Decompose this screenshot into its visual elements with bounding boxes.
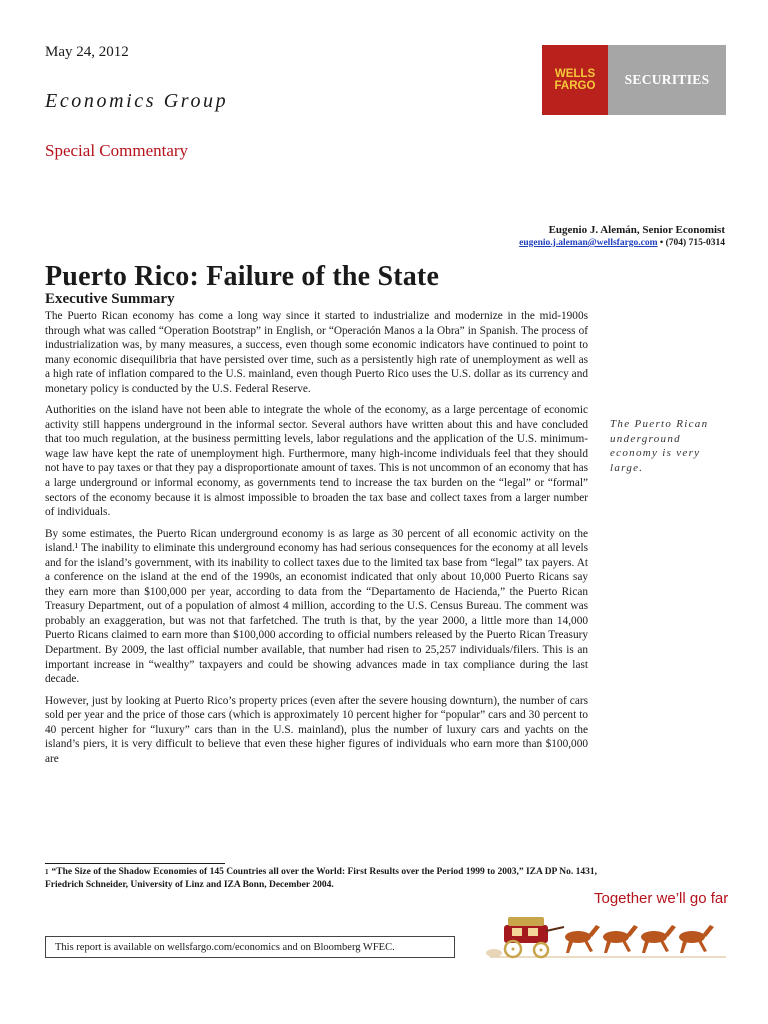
report-date: May 24, 2012 [45, 44, 129, 60]
securities-label: SECURITIES [608, 45, 726, 115]
footnote-text: “The Size of the Shadow Economies of 145 Countries all over the World: First Results over the Period 1999 to 2003,” IZA DP No. 1431, Friedrich Schneider, University of Linz and IZA Bonn, December 2004. [45, 867, 597, 890]
group-name: Economics Group [45, 90, 229, 112]
wells-fargo-securities-logo [542, 45, 726, 115]
paragraph: Authorities on the island have not been able to integrate the whole of the economy, as a large percentage of economic activity still happens underground in the informal sector. Several authors have written about this and have concluded that too much regulation, at the business permitting levels, labor regulations and the application of the U.S. minimum-wage law have kept the rate of unemployment high. Furthermore, many high-income individuals feel that they should not have to pay taxes or that they pay a disproportionate amount of taxes. This is not uncommon of an economy that has a large underground or informal economy, as governments tend to increase the tax burden on the “legal” or “formal” sectors of the economy because it is almost impossible to broaden the tax base and collect taxes from a larger number of individuals. [45, 404, 588, 519]
author-contact [519, 238, 725, 248]
availability-notice: This report is available on wellsfargo.com/economics and on Bloomberg WFEC. [45, 936, 455, 958]
logo-line-1: WELLS [554, 68, 596, 80]
author-phone: • (704) 715-0314 [657, 238, 725, 248]
body-text [45, 309, 588, 773]
footnote-divider [45, 863, 225, 864]
paragraph: The Puerto Rican economy has come a long way since it started to industrialize and modernize in the mid-1900s through what was called “Operation Bootstrap” in English, or “Operación Manos a la Obra” in Spanish. The process of industrialization was, by many measures, a success, even though some economic indicators have continued to point to many economic disequilibria that have persisted over time, such as a persistently high rate of unemployment as well as a high rate of inflation compared to the U.S. mainland, even though Puerto Rico uses the U.S. dollar as its currency and monetary policy is conducted by the U.S. Federal Reserve. [45, 310, 588, 395]
margin-note: The Puerto Rican underground economy is very large. [610, 418, 709, 474]
report-type: Special Commentary [45, 141, 189, 160]
author-name: Eugenio J. Alemán, Senior Economist [548, 224, 725, 236]
footnote-mark: 1 [45, 868, 49, 876]
wells-fargo-logo [542, 45, 608, 115]
section-heading: Executive Summary [45, 291, 175, 307]
footnote [45, 866, 605, 891]
tagline: Together we’ll go far [594, 890, 729, 907]
paragraph: By some estimates, the Puerto Rican underground economy is as large as 30 percent of all economic activity on the island.¹ The inability to eliminate this underground economy has had serious consequences for the economy at all levels and for the island’s government, with its inability to collect taxes due to the limited tax base from “legal” tax payers. At a conference on the island at the end of the 1990s, an economist indicated that only about 10,000 Puerto Ricans say they earn more than $100,000 per year, according to data from the “Departamento de Hacienda,” the Puerto Rican Treasury Department, out of a population of almost 4 million, according to the U.S. Census Bureau. The comment was probably an exaggeration, but was not that farfetched. The truth is that, by the year 2000, a little more than 14,000 Puerto Ricans claimed to earn more than $100,000 according to official numbers released by the Puerto Rican Treasury Department. By 2009, the last official number available, that number had risen to 25,257 individuals/filers. This is an important increase in “wealthy” taxpayers and could be showing advances made in tax compliance during the last decade. [45, 527, 588, 686]
author-email-link[interactable]: eugenio.j.aleman@wellsfargo.com [519, 238, 658, 248]
logo-line-2: FARGO [554, 80, 596, 92]
page-title: Puerto Rico: Failure of the State [45, 261, 440, 292]
paragraph: However, just by looking at Puerto Rico’s property prices (even after the severe housing downturn), the number of cars sold per year and the price of those cars (which is approximately 10 percent higher for “popular” cars and 30 percent to 40 percent higher for “luxury” cars than in the U.S. mainland), plus the number of luxury cars and yachts on the island’s piers, it is very difficult to believe that even these higher figures of individuals who earn more than $100,000 are [45, 694, 588, 765]
stagecoach-icon [486, 905, 732, 961]
